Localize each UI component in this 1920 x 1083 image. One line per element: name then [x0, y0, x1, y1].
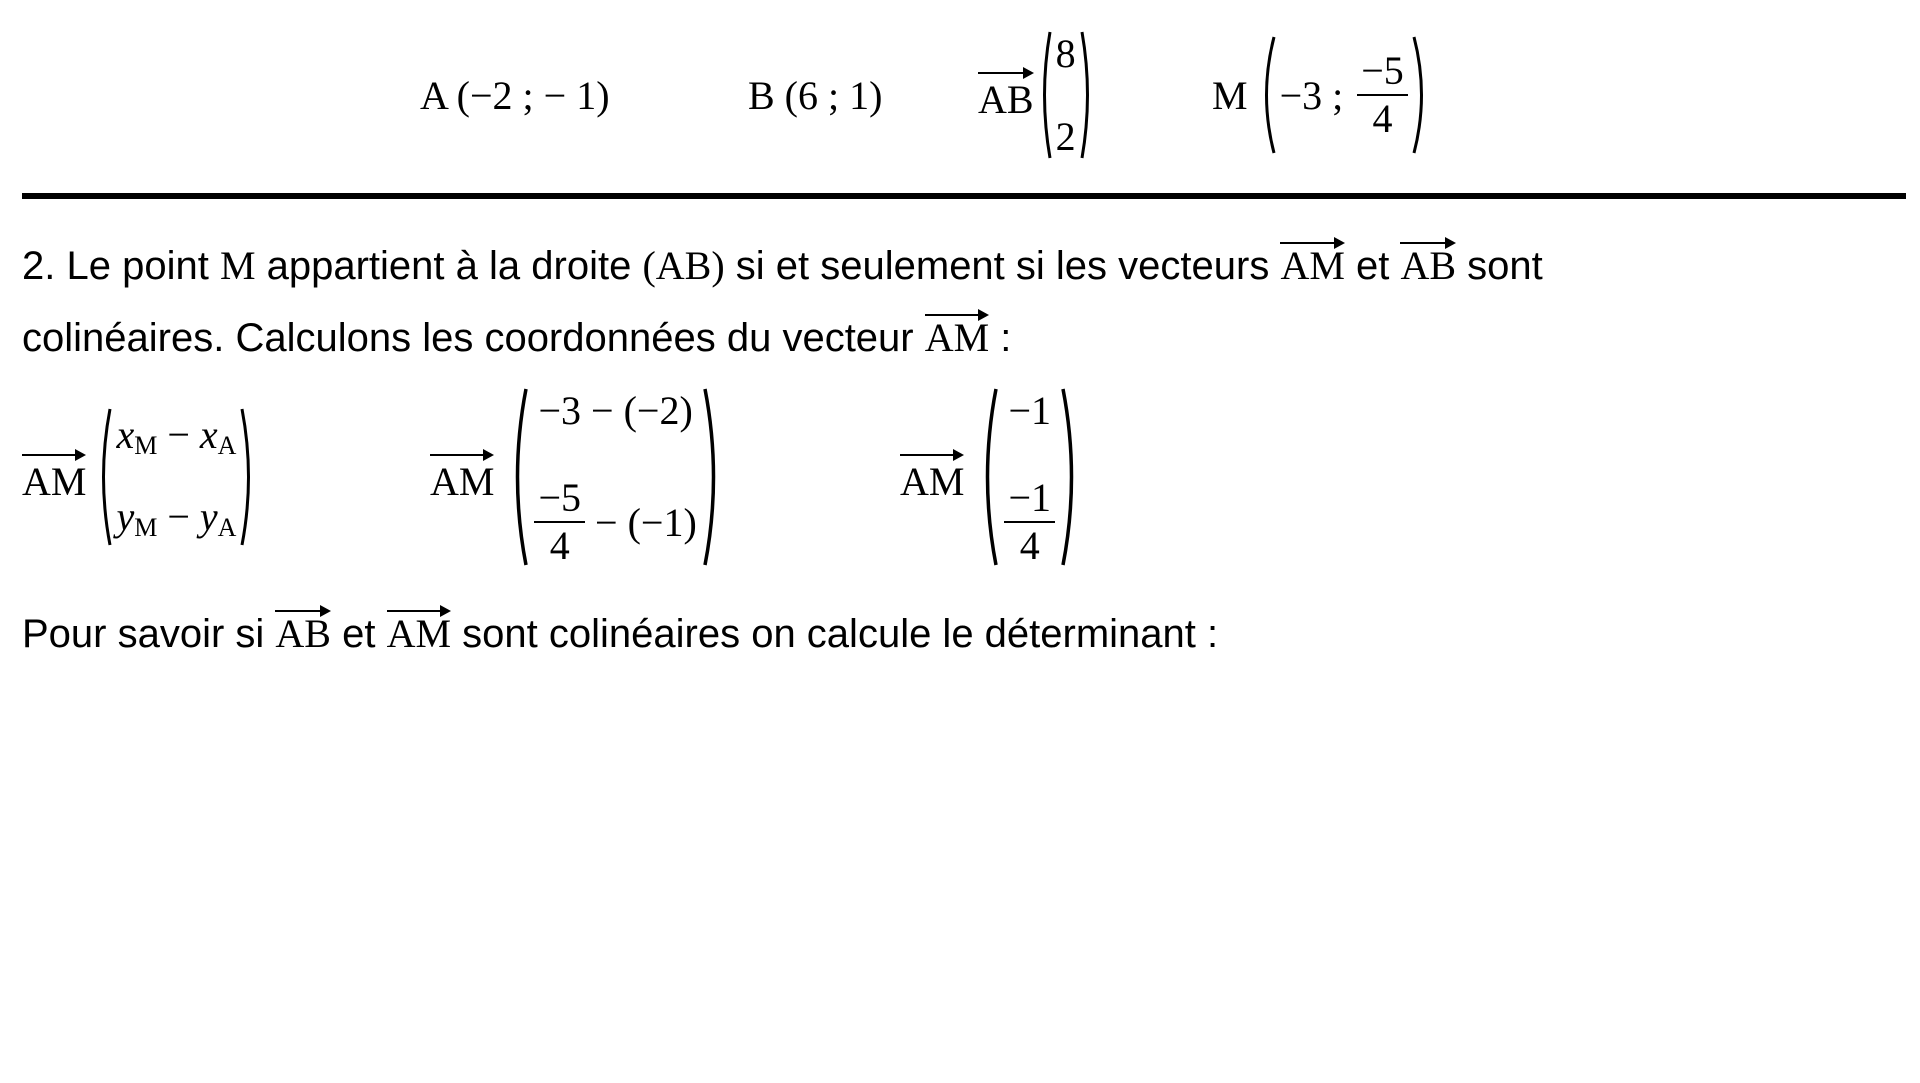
point-m-label: M: [1212, 72, 1248, 118]
point-a: A (−2 ; − 1): [420, 72, 610, 118]
paragraph-line-1: 2. Le point M appartient à la droite (AB) si et seulement si les vecteurs AM et AB sont: [22, 238, 1543, 286]
paragraph-determinant: Pour savoir si AB et AM sont colinéaires on calcule le déterminant :: [22, 606, 1218, 654]
left-paren: [978, 387, 998, 567]
substitution-x: −3 − (−2): [538, 388, 693, 433]
vector-ab-coords: [1038, 30, 1094, 160]
point-m-coords: [1258, 35, 1430, 155]
vector-am-label: AM: [387, 606, 451, 654]
left-paren: [1258, 35, 1276, 155]
given-data-line: [0, 20, 1920, 170]
formula-x: $x_M - x_A$: [116, 412, 237, 460]
formula-y: $y_M - y_A$: [116, 494, 237, 542]
left-paren: [1038, 30, 1052, 160]
vector-ab-y: 2: [1055, 114, 1076, 159]
result-x: −1: [1008, 388, 1052, 433]
right-paren: [240, 407, 256, 547]
vector-am-computation: [0, 382, 1920, 572]
vector-ab-label: AB: [978, 68, 1034, 123]
vector-am-result: AM −1 $\frac{-1}{4}$: [900, 382, 1081, 572]
left-paren: [96, 407, 112, 547]
vector-ab-x: 8: [1055, 31, 1076, 76]
point-b: B (6 ; 1): [748, 72, 883, 118]
vector-am-substitution: AM −3 − (−2) $\frac{-5}{4}$ − (−1): [430, 382, 723, 572]
separator-rule: [22, 193, 1906, 199]
right-paren: [1412, 35, 1430, 155]
vector-am-label: AM: [1280, 238, 1344, 286]
point-m-y: $\frac{-5}{4}$: [1357, 50, 1408, 140]
vector-am-label: AM: [925, 310, 989, 358]
vector-am-formula: AM $x_M - x_A$ $y_M - y_A$: [22, 382, 256, 572]
result-y: $\frac{-1}{4}$: [1004, 477, 1055, 567]
right-paren: [703, 387, 723, 567]
substitution-y: $\frac{-5}{4}$ − (−1): [534, 477, 696, 567]
point-m-x: −3 ;: [1279, 72, 1344, 118]
right-paren: [1080, 30, 1094, 160]
right-paren: [1061, 387, 1081, 567]
point-m: [1212, 20, 1430, 170]
vector-ab-label: AB: [1400, 238, 1456, 286]
vector-ab: [978, 20, 1094, 170]
paragraph-line-2: colinéaires. Calculons les coordonnées du vecteur AM :: [22, 310, 1011, 358]
vector-ab-label: AB: [275, 606, 331, 654]
left-paren: [508, 387, 528, 567]
